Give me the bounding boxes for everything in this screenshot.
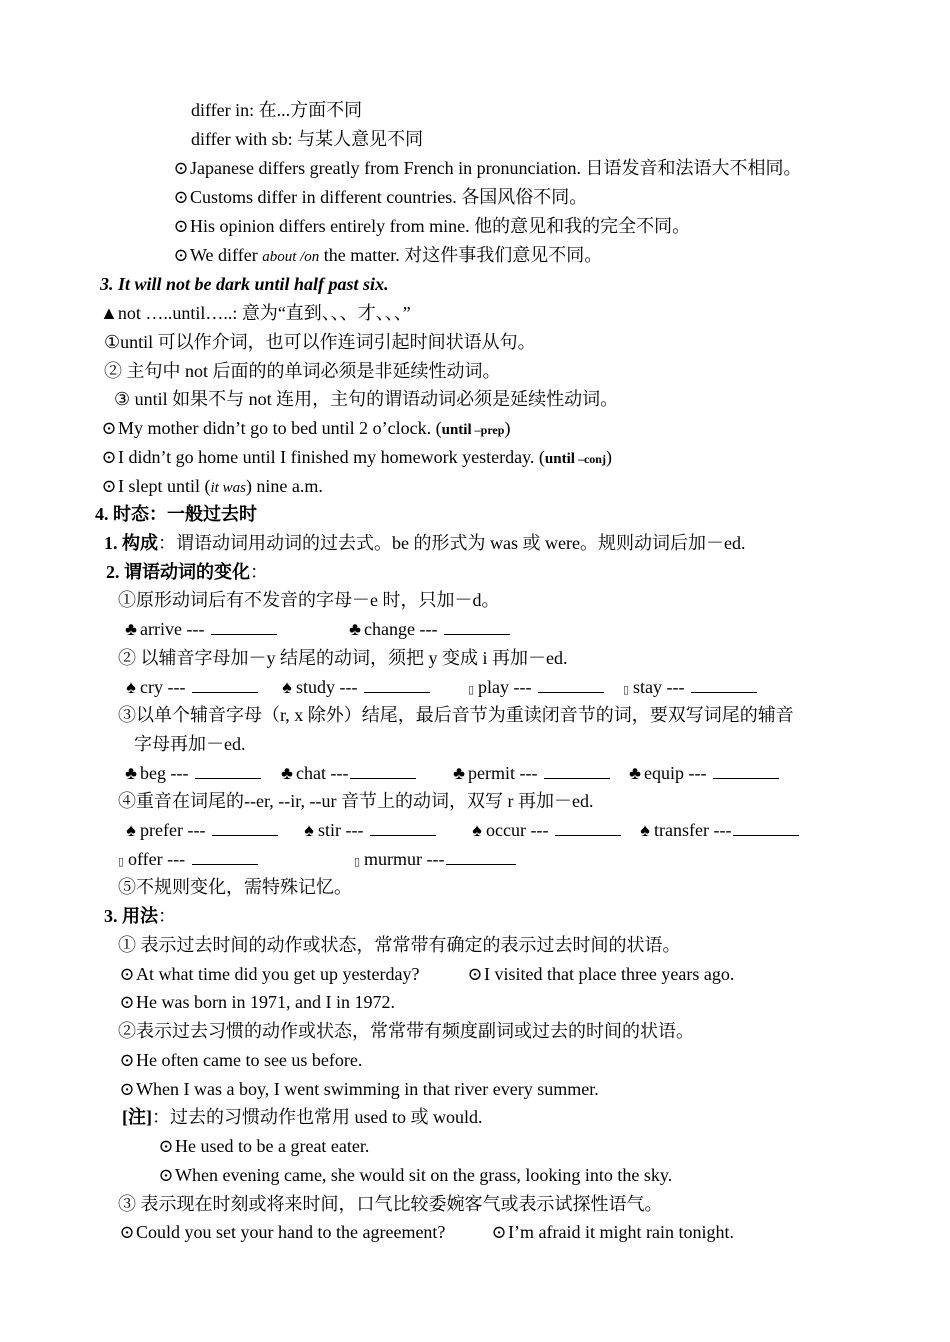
example-line: ⊙My mother didn’t go to bed until 2 o’clock. (until –prep) — [101, 418, 511, 438]
exercise-line: ♠ cry --- — [122, 676, 258, 698]
example-line: ⊙I’m afraid it might rain tonight. — [491, 1222, 734, 1242]
exercise-line: ♠ occur --- — [468, 819, 621, 841]
answer-blank[interactable] — [555, 819, 621, 836]
text-line: ③以单个辅音字母（r, x 除外）结尾，最后音节为重读闭音节的词，要双写词尾的辅音 — [118, 705, 794, 725]
answer-blank[interactable] — [691, 676, 757, 693]
answer-blank[interactable] — [713, 762, 779, 779]
exercise-line: ♣ beg --- — [122, 762, 261, 784]
bullet-icon: ⊙ — [119, 1222, 135, 1242]
bullet-icon: ⊙ — [119, 1079, 135, 1099]
box-icon: ▯ — [117, 856, 125, 868]
text-line: ②表示过去习惯的动作或状态，常常带有频度副词或过去的时间的状语。 — [118, 1021, 694, 1041]
answer-blank[interactable] — [538, 676, 604, 693]
bullet-icon: ⊙ — [119, 1050, 135, 1070]
example-line: ⊙Could you set your hand to the agreement? — [119, 1222, 446, 1242]
club-icon: ♣ — [125, 619, 137, 639]
answer-blank[interactable] — [364, 676, 430, 693]
spade-icon: ♠ — [126, 820, 136, 840]
club-icon: ♣ — [629, 763, 641, 783]
exercise-line: ♣ arrive --- — [122, 618, 277, 640]
example-line: ⊙At what time did you get up yesterday? — [119, 964, 420, 984]
text-line: ①until 可以作介词，也可以作连词引起时间状语从句。 — [104, 332, 536, 352]
note-line: [注]：过去的习惯动作也常用 used to 或 would. — [122, 1107, 483, 1127]
text-line: 字母再加－ed. — [134, 734, 246, 754]
club-icon: ♣ — [125, 763, 137, 783]
answer-blank[interactable] — [444, 618, 510, 635]
text-line: ② 主句中 not 后面的的单词必须是非延续性动词。 — [104, 361, 501, 381]
section-heading: 4. 时态：一般过去时 — [95, 504, 257, 524]
club-icon: ♣ — [453, 763, 465, 783]
text-line: differ in: 在...方面不同 — [191, 100, 363, 120]
club-icon: ♣ — [281, 763, 293, 783]
exercise-line: ▯ offer --- — [114, 848, 258, 870]
text-line: ① 表示过去时间的动作或状态，常常带有确定的表示过去时间的状语。 — [118, 935, 681, 955]
example-line: ⊙When I was a boy, I went swimming in that river every summer. — [119, 1079, 599, 1099]
text-line: ③ 表示现在时刻或将来时间，口气比较委婉客气或表示试探性语气。 — [118, 1194, 663, 1214]
box-icon: ▯ — [353, 856, 361, 868]
bullet-icon: ⊙ — [173, 245, 189, 265]
answer-blank[interactable] — [192, 676, 258, 693]
answer-blank[interactable] — [370, 819, 436, 836]
bullet-icon: ⊙ — [101, 418, 117, 438]
exercise-line: ♣ permit --- — [450, 762, 610, 784]
text-line: 1. 构成：谓语动词用动词的过去式。be 的形式为 was 或 were。规则动词后加－ed. — [104, 533, 746, 553]
spade-icon: ♠ — [126, 677, 136, 697]
exercise-line: ▯ play --- — [464, 676, 604, 698]
box-icon: ▯ — [622, 684, 630, 696]
bullet-icon: ⊙ — [119, 992, 135, 1012]
spade-icon: ♠ — [304, 820, 314, 840]
bullet-icon: ⊙ — [158, 1165, 174, 1185]
exercise-line: ▯ stay --- — [619, 676, 757, 698]
exercise-line: ♠ study --- — [278, 676, 430, 698]
bullet-icon: ⊙ — [173, 216, 189, 236]
bullet-icon: ⊙ — [173, 158, 189, 178]
exercise-line: ▯ murmur --- — [350, 848, 516, 870]
answer-blank[interactable] — [192, 848, 258, 865]
text-line: ② 以辅音字母加－y 结尾的动词，须把 y 变成 i 再加－ed. — [118, 648, 568, 668]
answer-blank[interactable] — [544, 762, 610, 779]
spade-icon: ♠ — [282, 677, 292, 697]
example-line: ⊙Customs differ in different countries. 各国风俗不同。 — [173, 187, 588, 207]
bullet-icon: ⊙ — [467, 964, 483, 984]
exercise-line: ♠ prefer --- — [122, 819, 278, 841]
text-line: ④重音在词尾的--er, --ir, --ur 音节上的动词，双写 r 再加－ed. — [118, 791, 594, 811]
spade-icon: ♠ — [472, 820, 482, 840]
example-line: ⊙We differ about /on the matter. 对这件事我们意见不同。 — [173, 245, 603, 265]
text-line: ▲not …..until…..: 意为“直到、、、才、、、” — [100, 303, 411, 323]
bullet-icon: ⊙ — [101, 447, 117, 467]
answer-blank[interactable] — [350, 762, 416, 779]
example-line: ⊙He was born in 1971, and I in 1972. — [119, 992, 395, 1012]
answer-blank[interactable] — [212, 819, 278, 836]
exercise-line: ♠ transfer --- — [636, 819, 799, 841]
example-line: ⊙When evening came, she would sit on the grass, looking into the sky. — [158, 1165, 673, 1185]
text-line: ③ until 如果不与 not 连用，主句的谓语动词必须是延续性动词。 — [114, 389, 619, 409]
bullet-icon: ⊙ — [173, 187, 189, 207]
box-icon: ▯ — [467, 684, 475, 696]
spade-icon: ♠ — [640, 820, 650, 840]
example-line: ⊙I visited that place three years ago. — [467, 964, 735, 984]
example-line: ⊙He used to be a great eater. — [158, 1136, 370, 1156]
answer-blank[interactable] — [211, 618, 277, 635]
section-heading: 3. It will not be dark until half past six. — [100, 274, 389, 294]
bullet-icon: ⊙ — [158, 1136, 174, 1156]
bullet-icon: ⊙ — [101, 476, 117, 496]
club-icon: ♣ — [349, 619, 361, 639]
answer-blank[interactable] — [446, 848, 516, 865]
answer-blank[interactable] — [195, 762, 261, 779]
answer-blank[interactable] — [733, 819, 799, 836]
example-line: ⊙I slept until (it was) nine a.m. — [101, 476, 323, 496]
sub-heading: 2. 谓语动词的变化： — [106, 562, 268, 582]
bullet-icon: ⊙ — [491, 1222, 507, 1242]
example-line: ⊙I didn’t go home until I finished my homework yesterday. (until –conj) — [101, 447, 612, 467]
text-line: ⑤不规则变化，需特殊记忆。 — [118, 877, 352, 897]
example-line: ⊙Japanese differs greatly from French in pronunciation. 日语发音和法语大不相同。 — [173, 158, 802, 178]
bullet-icon: ⊙ — [119, 964, 135, 984]
sub-heading: 3. 用法： — [104, 906, 176, 926]
exercise-line: ♣ equip --- — [626, 762, 779, 784]
example-line: ⊙His opinion differs entirely from mine. 他的意见和我的完全不同。 — [173, 216, 691, 236]
exercise-line: ♠ stir --- — [300, 819, 436, 841]
text-line: differ with sb: 与某人意见不同 — [191, 129, 424, 149]
exercise-line: ♣ change --- — [346, 618, 510, 640]
text-line: ①原形动词后有不发音的字母－e 时，只加－d。 — [118, 590, 500, 610]
exercise-line: ♣ chat --- — [278, 762, 416, 784]
example-line: ⊙He often came to see us before. — [119, 1050, 363, 1070]
